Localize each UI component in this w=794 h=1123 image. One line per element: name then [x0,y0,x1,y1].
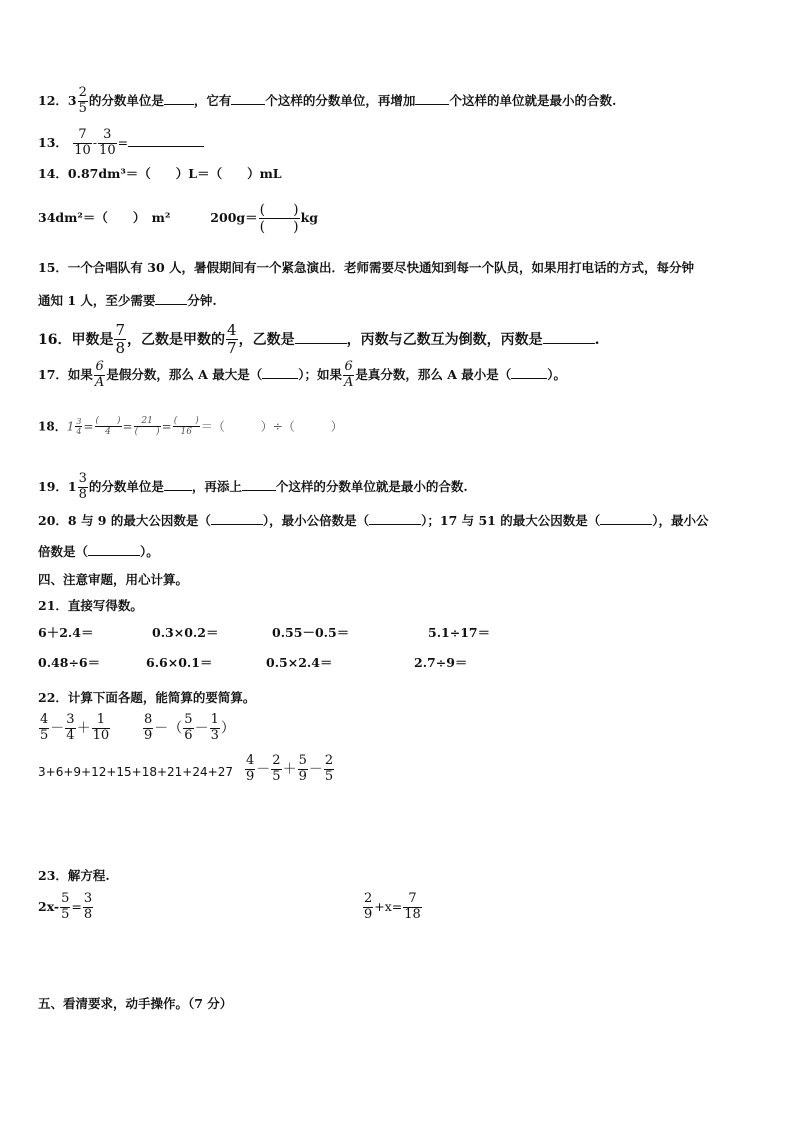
calc-item: 0.3×0.2＝ [152,625,219,640]
answer-blank[interactable] [164,478,192,491]
answer-blank[interactable] [231,92,265,105]
expression-1: $\frac{4}{5}$ － $\frac{3}{4}$ ＋ $\frac{1}{10}$ [40,712,110,743]
calc-item: 0.55－0.5＝ [272,625,350,640]
fraction: $\frac{4}{7}$ [227,321,237,358]
calc-item: 2.7÷9＝ [414,655,468,670]
fraction: $\frac{3}{4}$ [66,712,75,743]
fraction: $\frac{8}{9}$ [144,712,153,743]
question-19: 19．1 $\frac{3}{8}$ 的分数单位是 ，再添上 个这样的分数单位就是最小的合数. [38,471,468,502]
fraction: $\frac{4}{5}$ [40,712,49,743]
question-15-line1: 15．一个合唱队有 30 人，暑假期间有一个紧急演出．老师需要尽快通知到每一个队员，如果用打电话的方式，每分钟 [38,260,694,275]
answer-blank[interactable] [600,512,652,525]
fraction: $\frac{2}{5}$ [324,753,334,784]
fraction: $\frac{6}{A}$ [343,359,354,390]
fraction: $\frac{21}{( )}$ [134,416,160,438]
answer-blank[interactable] [295,331,347,344]
fraction: $\frac{( )}{16}$ [173,416,199,438]
fraction: $\frac{3}{8}$ [83,891,93,922]
answer-blank[interactable] [415,92,449,105]
fraction: $\frac{5}{9}$ [298,753,307,784]
equation-2: $\frac{2}{9}$ +x= $\frac{7}{18}$ [364,891,421,922]
question-16: 16．甲数是 $\frac{7}{8}$ ，乙数是甲数的 $\frac{4}{7}$ ，乙数是 ，丙数与乙数互为倒数，丙数是 . [38,321,600,358]
question-22-title: 22．计算下面各题，能简算的要简算。 [38,690,256,705]
section-4-heading: 四、注意审题，用心计算。 [38,572,189,587]
fraction: $\frac{7}{10}$ [74,127,91,158]
fraction: $\frac{6}{A}$ [94,359,105,390]
calc-item: 6.6×0.1＝ [146,655,213,670]
fraction: $\frac{7}{8}$ [115,321,126,358]
question-21-title: 21．直接写得数。 [38,598,143,613]
answer-blank[interactable] [511,366,547,379]
fraction: $\frac{( )}{( )}$ [259,202,299,236]
fraction: $\frac{5}{6}$ [184,712,193,743]
question-17: 17．如果 $\frac{6}{A}$ 是假分数，那么 A 最大是（ ）；如果 $\frac{6}{A}$ 是真分数，那么 A 最小是（ ）。 [38,359,567,390]
calc-item: 5.1÷17＝ [428,625,491,640]
answer-blank[interactable] [88,543,140,556]
fraction: $\frac{3}{8}$ [78,471,87,502]
fraction: $\frac{( )}{4}$ [95,416,121,438]
question-23-title: 23．解方程. [38,868,110,883]
fraction: $\frac{3}{4}$ [76,417,82,437]
fraction: $\frac{1}{10}$ [92,712,110,743]
answer-blank[interactable] [211,512,263,525]
question-20-line2: 倍数是（ ）。 [38,544,159,559]
section-5-heading: 五、看清要求，动手操作。（7 分） [38,996,233,1011]
answer-blank[interactable] [164,92,194,105]
answer-blank[interactable] [369,512,421,525]
fraction: $\frac{7}{18}$ [404,891,421,922]
expression-4: $\frac{4}{9}$ － $\frac{2}{5}$ ＋ $\frac{5}{9}$ － $\frac{2}{5}$ [246,753,334,784]
question-15-line2: 通知 1 人，至少需要 分钟. [38,293,217,308]
expression-3: 3+6+9+12+15+18+21+24+27 [38,765,233,779]
question-14-line2: 34dm²＝（ ） m² 200g＝ $\frac{( )}{( )}$ kg [38,202,318,236]
answer-blank[interactable] [262,366,298,379]
answer-blank[interactable] [242,478,276,491]
answer-blank[interactable] [155,292,187,305]
calc-item: 6＋2.4＝ [38,625,94,640]
fraction: $\frac{3}{10}$ [99,127,116,158]
question-20-line1: 20．8 与 9 的最大公因数是（ ），最小公倍数是（ ）；17 与 51 的最大公因数是（ ），最小公 [38,513,709,528]
calc-item: 0.5×2.4＝ [266,655,333,670]
fraction: $\frac{1}{3}$ [210,712,219,743]
equation-1: 2x- $\frac{5}{5}$ = $\frac{3}{8}$ [38,891,93,922]
question-14-line1: 14．0.87dm³＝（ ）L＝（ ）mL [38,166,282,181]
fraction: $\frac{2}{5}$ [272,753,281,784]
fraction: $\frac{4}{9}$ [246,753,255,784]
question-18: 18．1 $\frac{3}{4}$ = $\frac{( )}{4}$ = $\frac{21}{( )}$ = $\frac{( )}{16}$ ＝（ ）÷（ ） [38,416,343,438]
question-13: 13． $\frac{7}{10}$ - $\frac{3}{10}$ = [38,128,204,159]
expression-2: $\frac{8}{9}$ －（ $\frac{5}{6}$ － $\frac{1}{3}$ ） [144,712,235,743]
fraction: $\frac{2}{9}$ [364,891,373,922]
fraction: $\frac{2}{5}$ [78,85,87,116]
fraction: $\frac{5}{5}$ [61,891,70,922]
answer-blank[interactable] [543,331,595,344]
answer-blank[interactable] [128,134,204,147]
question-12: 12．3 $\frac{2}{5}$ 的分数单位是 ，它有 个这样的分数单位，再增加 个这样的单位就是最小的合数. [38,85,617,116]
calc-item: 0.48÷6＝ [38,655,101,670]
